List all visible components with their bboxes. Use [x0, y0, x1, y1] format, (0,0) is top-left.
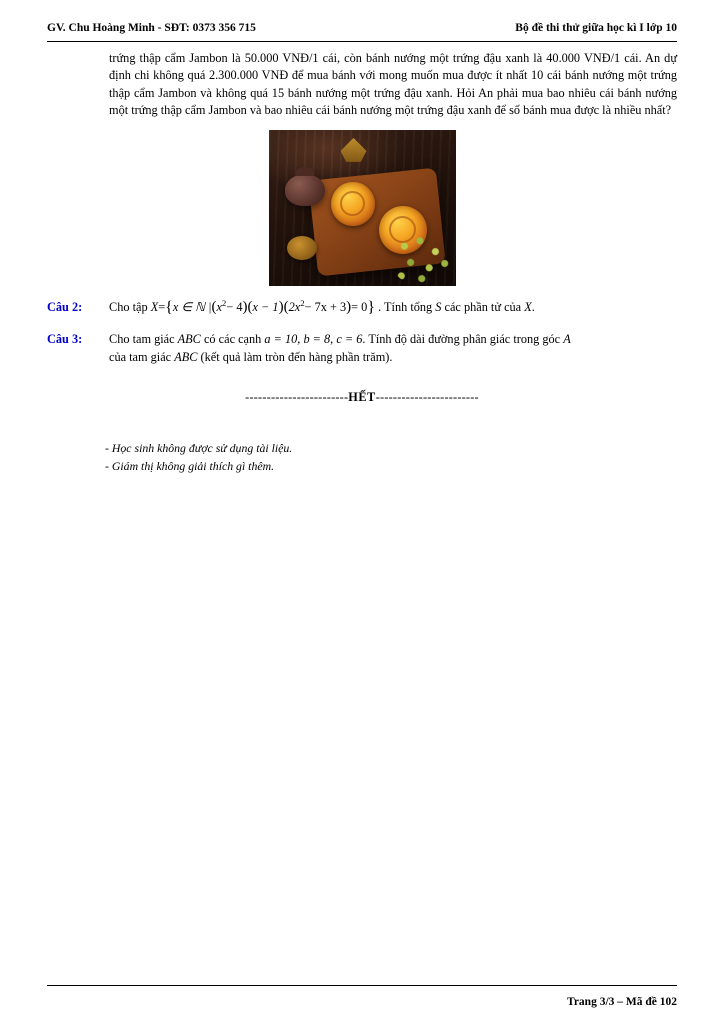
document-content: [47, 50, 677, 476]
question-2-suffix: . Tính tổng: [378, 299, 433, 314]
question-3-text-5: (kết quả làm tròn đến hàng phần trăm).: [200, 350, 393, 365]
question-2-suffix-2: các phần tử của: [444, 299, 522, 314]
exam-notes: [105, 440, 677, 475]
question-3-side-c: c = 6: [336, 331, 363, 346]
question-3-side-a: a = 10,: [264, 331, 301, 346]
footer-divider: [47, 985, 677, 986]
header-exam-title: Bộ đề thi thử giữa học kì I lớp 10: [515, 22, 677, 34]
question-3-text-1: Cho tam giác: [109, 331, 175, 346]
question-3-angle-a: A: [563, 331, 571, 346]
question-3-triangle-1: ABC: [177, 331, 201, 346]
end-of-exam-marker: [47, 389, 677, 406]
header-divider: [47, 41, 677, 42]
question-2-math: X={x ∈ ℕ $|(x^2- 4)(x - 1)(2x^2- 7x + 3)= 0$}: [150, 297, 376, 316]
page-header: [47, 22, 677, 34]
question-2-label: Câu 2:: [47, 299, 83, 314]
question-3-triangle-2: ABC: [174, 350, 198, 365]
header-teacher-info: GV. Chu Hoàng Minh - SĐT: 0373 356 715: [47, 22, 256, 34]
note-item: - Giám thị không giải thích gì thêm.: [105, 458, 275, 473]
question-2-body: Cho tập X={x ∈ ℕ $|(x^2- 4)(x - 1)(2x^2- 7x + 3)= 0$} . Tính tổng S các phần tử của X.: [109, 297, 535, 316]
mooncake-photo: [269, 130, 456, 286]
question-3-text-3: . Tính độ dài đường phân giác trong góc: [362, 331, 561, 346]
note-item: - Học sinh không được sử dụng tài liệu.: [105, 441, 293, 456]
question-2-prefix: Cho tập: [109, 299, 148, 314]
question-3-body: [109, 330, 677, 367]
question-2-var-s: S: [435, 299, 442, 314]
photo-mooncake-1: [331, 182, 375, 226]
question-2: [47, 296, 677, 320]
end-dashes-left: ------------------------: [245, 389, 349, 404]
question-3-label: Câu 3:: [47, 331, 83, 346]
question-1-continuation-text: trứng thập cẩm Jambon là 50.000 VNĐ/1 cái, còn bánh nướng một trứng đậu xanh là 40.000 VNĐ/1 cái. An dự định chi không quá 2.300.000 VNĐ để mua bánh với mong muốn mua được ít nhất 10 cái bánh nướng một trứng thập cẩm Jambon và không quá 15 bánh nướng một trứng đậu xanh. Hỏi An phải mua bao nhiêu cái bánh nướng một trứng thập cẩm Jambon và bao nhiêu cái bánh nướng một trứng đậu xanh để số bánh mua được là nhiều nhất?: [109, 51, 677, 118]
end-word: HẾT: [348, 389, 376, 404]
question-3-side-b: b = 8,: [303, 331, 334, 346]
question-3: [47, 330, 677, 367]
page-footer: Trang 3/3 – Mã đề 102: [567, 996, 677, 1008]
photo-teacup: [287, 236, 317, 260]
question-3-text-2: có các cạnh: [203, 331, 262, 346]
question-3-text-4: của tam giác: [109, 350, 172, 365]
question-2-var-x: X: [524, 299, 532, 314]
photo-mung-beans: [392, 230, 454, 284]
end-dashes-right: ------------------------: [375, 389, 479, 404]
photo-teapot: [285, 174, 325, 206]
